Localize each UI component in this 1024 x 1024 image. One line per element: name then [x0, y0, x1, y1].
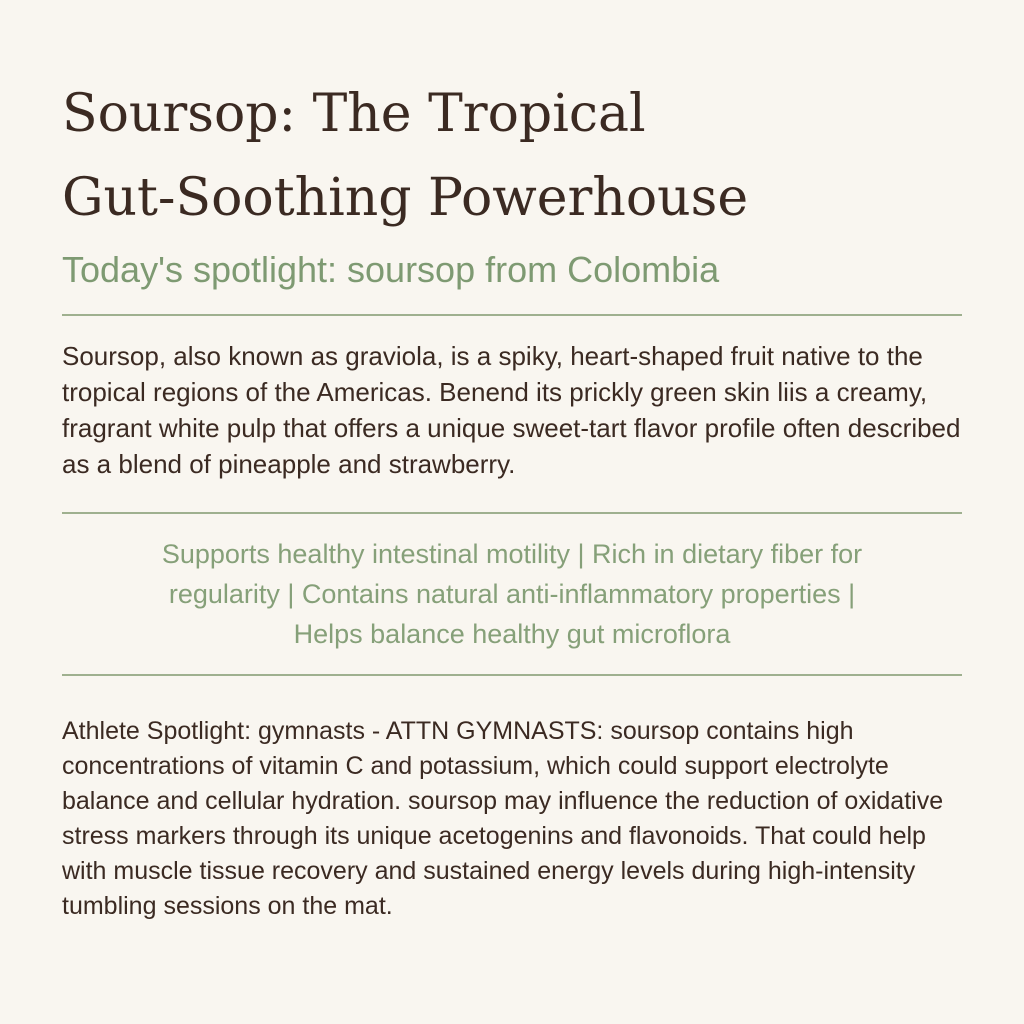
athlete-spotlight-paragraph: Athlete Spotlight: gymnasts - ATTN GYMNASTS: soursop contains high concentrations of vitamin C and potassium, which could support electrolyte balance and cellular hydration. soursop may influence the reduction of oxidative stress markers through its unique acetogenins and flavonoids. That could help with muscle tissue recovery and sustained energy levels during high-intensity tumbling sessions on the mat. [62, 717, 944, 920]
benefits-list [62, 534, 962, 654]
title-line-2: Gut-Soothing Powerhouse [62, 168, 749, 228]
intro-paragraph: Soursop, also known as graviola, is a spiky, heart-shaped fruit native to the tropical regions of the Americas. Benend its prickly green skin liis a creamy, fragrant white pulp that offers a unique sweet-tart flavor profile often described as a blend of pineapple and strawberry. [62, 341, 961, 479]
benefits-line-3: Helps balance healthy gut microflora [293, 619, 731, 649]
divider-2 [62, 512, 962, 514]
page-title [62, 72, 962, 240]
title-line-1: Soursop: The Tropical [62, 84, 646, 144]
benefits-line-1: Supports healthy intestinal motility | Rich in dietary fiber for [161, 539, 863, 569]
divider-1 [62, 314, 962, 316]
divider-3 [62, 674, 962, 676]
spotlight-subtitle: Today's spotlight: soursop from Colombia [62, 249, 720, 290]
benefits-line-2: regularity | Contains natural anti-inflammatory properties | [168, 579, 856, 609]
